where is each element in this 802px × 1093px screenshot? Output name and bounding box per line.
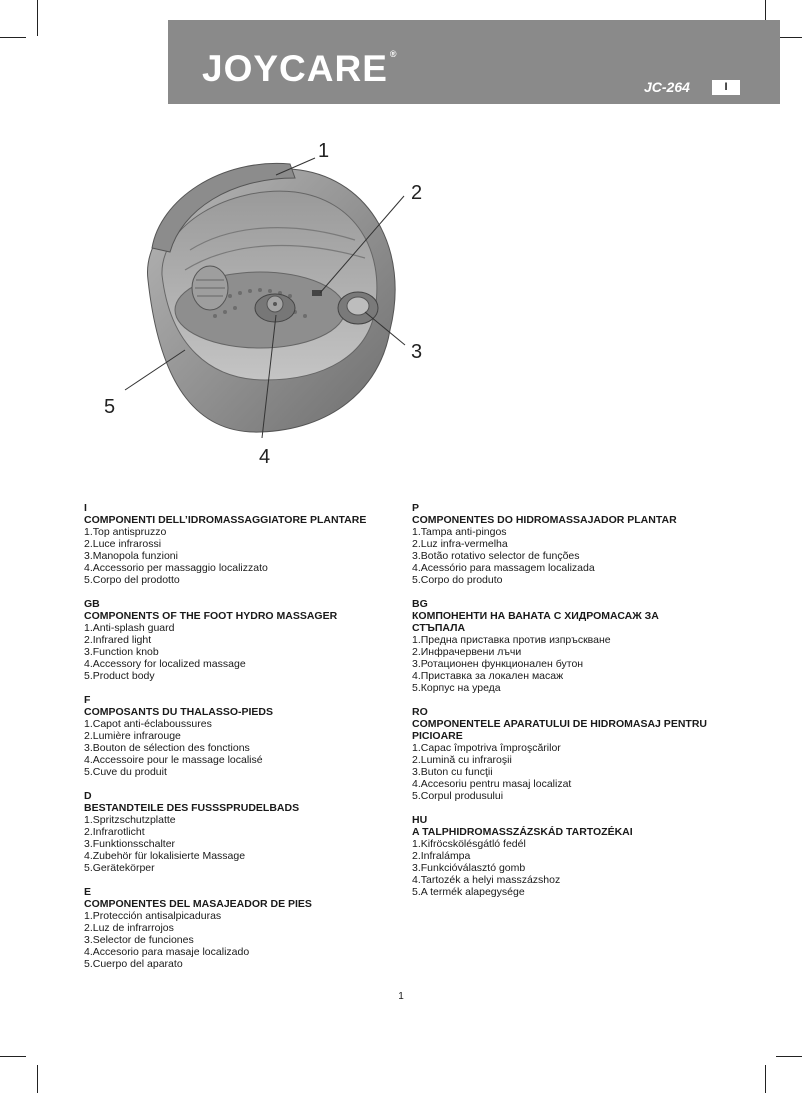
list-item: 3.Manopola funzioni <box>84 550 178 562</box>
list-item: 3.Funktionsschalter <box>84 838 176 850</box>
section-title: КОМПОНЕНТИ НА ВАНАТА С ХИДРОМАСАЖ ЗА СТЪПАЛА <box>412 610 659 634</box>
page-number: 1 <box>398 991 404 1002</box>
components-column-right <box>412 502 742 910</box>
language-section <box>84 694 414 778</box>
list-item: 5.Corpul produsului <box>412 790 504 802</box>
list-item: 5.Corpo del prodotto <box>84 574 180 586</box>
list-item: 1.Spritzschutzplatte <box>84 814 176 826</box>
section-title: COMPONENTES DO HIDROMASSAJADOR PLANTAR <box>412 514 677 526</box>
list-item: 3.Funkcióválasztó gomb <box>412 862 526 874</box>
components-column-left <box>84 502 414 982</box>
list-item: 5.Cuerpo del aparato <box>84 958 183 970</box>
list-item: 2.Luz infra-vermelha <box>412 538 508 550</box>
list-item: 2.Luce infrarossi <box>84 538 162 550</box>
language-code: BG <box>412 598 428 610</box>
list-item: 3.Buton cu funcţii <box>412 766 493 778</box>
list-item: 1.Top antispruzzo <box>84 526 167 538</box>
language-section <box>84 790 414 874</box>
list-item: 1.Tampa anti-pingos <box>412 526 507 538</box>
foot-spa-drawing <box>90 130 450 480</box>
callout-number: 3 <box>411 341 423 363</box>
list-item: 3.Ротационен функционален бутон <box>412 658 584 670</box>
list-item: 1.Capac împotriva împroşcărilor <box>412 742 561 754</box>
list-item: 5.Corpo do produto <box>412 574 503 586</box>
section-title: COMPOSANTS DU THALASSO-PIEDS <box>84 706 274 718</box>
list-item: 3.Function knob <box>84 646 159 658</box>
list-item: 3.Selector de funciones <box>84 934 194 946</box>
crop-mark <box>37 1065 38 1093</box>
language-section <box>84 598 414 682</box>
callout-number: 1 <box>318 140 330 162</box>
language-section <box>412 598 742 694</box>
list-item: 4.Accesoriu pentru masaj localizat <box>412 778 572 790</box>
language-section <box>84 886 414 970</box>
language-code: F <box>84 694 91 706</box>
crop-mark <box>0 1056 26 1057</box>
list-item: 2.Lumière infrarouge <box>84 730 181 742</box>
list-item: 2.Infrared light <box>84 634 152 646</box>
list-item: 2.Infrarotlicht <box>84 826 145 838</box>
list-item: 1.Предна приставка против изпръскване <box>412 634 611 646</box>
list-item: 1.Protección antisalpicaduras <box>84 910 222 922</box>
list-item: 1.Kifröcskölésgátló fedél <box>412 838 526 850</box>
list-item: 2.Lumină cu infraroşii <box>412 754 512 766</box>
crop-mark <box>0 37 26 38</box>
crop-mark <box>765 1065 766 1093</box>
list-item: 5.Product body <box>84 670 155 682</box>
list-item: 5.Gerätekörper <box>84 862 155 874</box>
list-item: 1.Capot anti-éclaboussures <box>84 718 212 730</box>
language-code: RO <box>412 706 428 718</box>
list-item: 2.Infralámpa <box>412 850 471 862</box>
list-item: 5.Корпус на уреда <box>412 682 501 694</box>
section-title: COMPONENTELE APARATULUI DE HIDROMASAJ PENTRU PICIOARE <box>412 718 707 742</box>
language-code: E <box>84 886 92 898</box>
language-section <box>412 814 742 898</box>
list-item: 4.Zubehör für lokalisierte Massage <box>84 850 246 862</box>
language-code: D <box>84 790 92 802</box>
section-title: COMPONENTS OF THE FOOT HYDRO MASSAGER <box>84 610 338 622</box>
list-item: 2.Инфрачервени лъчи <box>412 646 522 658</box>
language-code: HU <box>412 814 428 826</box>
language-code: GB <box>84 598 100 610</box>
list-item: 1.Anti-splash guard <box>84 622 175 634</box>
brand-logo: JOYCARE ® <box>202 48 398 89</box>
list-item: 4.Accesorio para masaje localizado <box>84 946 250 958</box>
list-item: 5.A termék alapegysége <box>412 886 525 898</box>
section-title: A TALPHIDROMASSZÁZSKÁD TARTOZÉKAI <box>412 826 633 838</box>
section-title: COMPONENTI DELL’IDROMASSAGGIATORE PLANTARE <box>84 514 367 526</box>
model-number: JC-264 <box>644 79 690 95</box>
list-item: 2.Luz de infrarrojos <box>84 922 174 934</box>
crop-mark <box>37 0 38 36</box>
product-illustration <box>90 130 450 480</box>
section-title: BESTANDTEILE DES FUSSSPRUDELBADS <box>84 802 300 814</box>
list-item: 4.Приставка за локален масаж <box>412 670 564 682</box>
callout-number: 4 <box>259 446 271 468</box>
header-bar <box>168 20 780 104</box>
list-item: 4.Tartozék a helyi masszázshoz <box>412 874 561 886</box>
list-item: 3.Botão rotativo selector de funções <box>412 550 580 562</box>
list-item: 3.Bouton de sélection des fonctions <box>84 742 250 754</box>
language-badge: I <box>712 80 740 95</box>
language-code: I <box>84 502 87 514</box>
callout-number: 2 <box>411 182 423 204</box>
list-item: 4.Accessorio per massaggio localizzato <box>84 562 268 574</box>
language-section <box>412 502 742 586</box>
crop-mark <box>776 1056 802 1057</box>
list-item: 5.Cuve du produit <box>84 766 167 778</box>
list-item: 4.Acessório para massagem localizada <box>412 562 595 574</box>
section-title: COMPONENTES DEL MASAJEADOR DE PIES <box>84 898 312 910</box>
language-code: P <box>412 502 420 514</box>
callout-number: 5 <box>104 396 116 418</box>
language-section <box>84 502 414 586</box>
list-item: 4.Accessory for localized massage <box>84 658 246 670</box>
list-item: 4.Accessoire pour le massage localisé <box>84 754 263 766</box>
language-section <box>412 706 742 802</box>
